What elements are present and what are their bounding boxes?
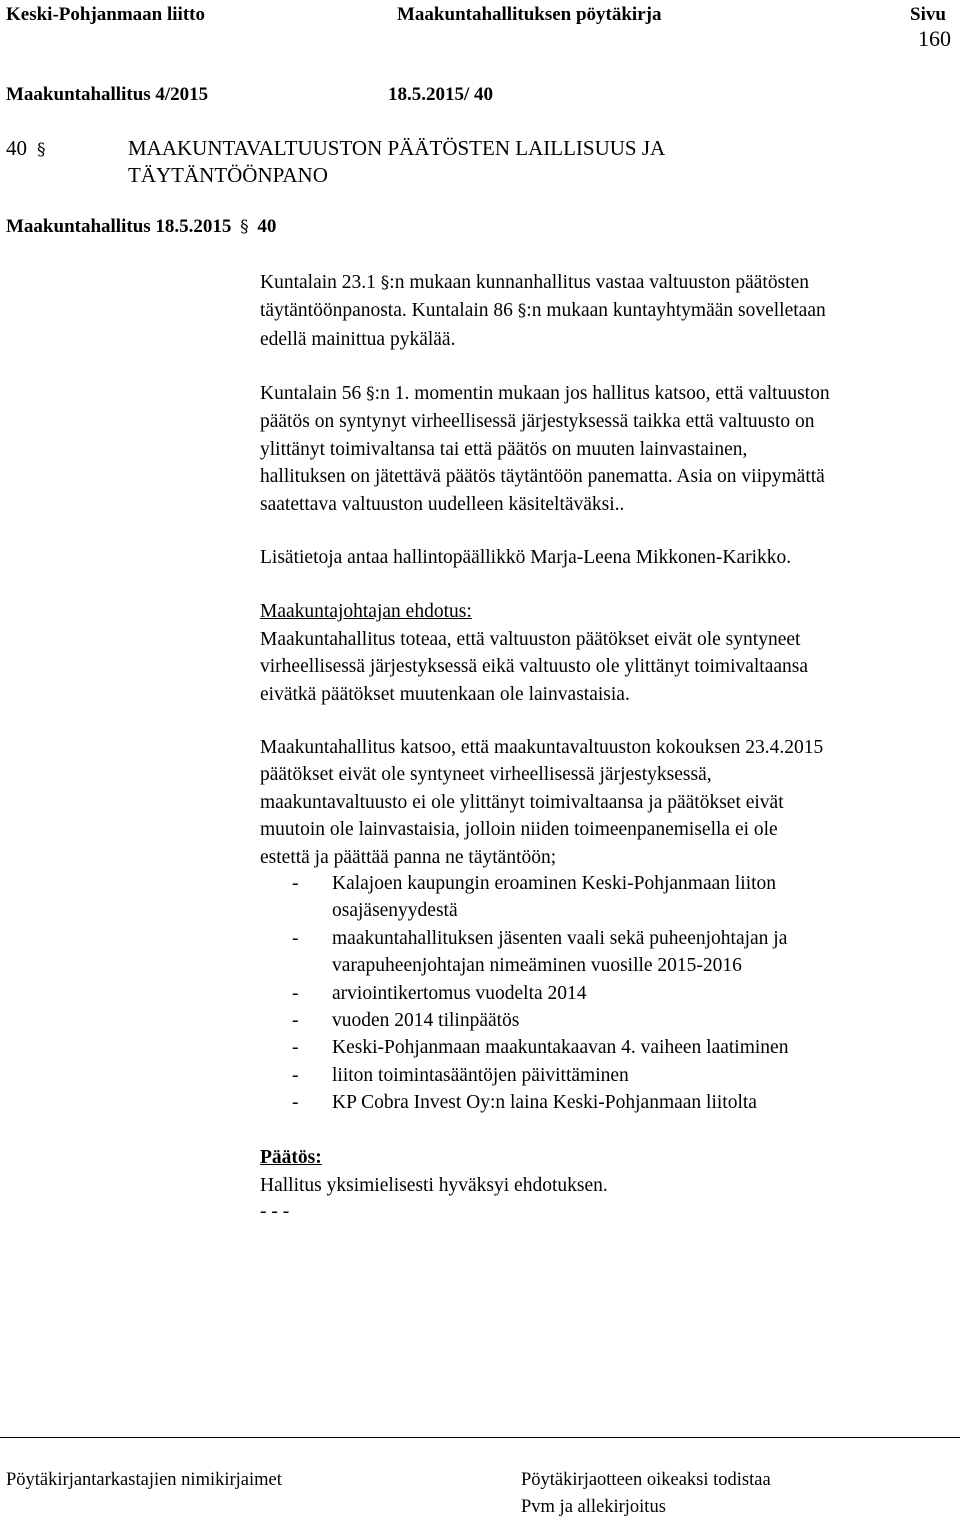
item-title-line1: MAAKUNTAVALTUUSTON PÄÄTÖSTEN LAILLISUUS JA — [128, 136, 666, 160]
resolution-heading: Päätös: — [260, 1147, 322, 1168]
list-item: - arviointikertomus vuodelta 2014 — [292, 982, 587, 1004]
end-mark: - - - — [260, 1201, 290, 1222]
section-sign: § — [37, 140, 46, 160]
footer-date-signature-label: Pvm ja allekirjoitus — [521, 1497, 666, 1517]
handling-line: Maakuntahallitus 18.5.2015 § 40 — [6, 216, 277, 237]
paragraph-intro: Kuntalain 23.1 §:n mukaan kunnanhallitus vastaa valtuuston päätösten täytäntöönpanosta. Kuntalain 86 §:n mukaan kuntayhtymään sovelletaan edellä mainittua pykälää. — [260, 272, 826, 350]
item-number: 40 § — [6, 136, 46, 160]
list-item: - KP Cobra Invest Oy:n laina Keski-Pohjanmaan liitolta — [292, 1092, 757, 1114]
list-item: - liiton toimintasääntöjen päivittäminen — [292, 1064, 629, 1086]
footer-initials-label: Pöytäkirjantarkastajien nimikirjaimet — [6, 1470, 282, 1490]
page-label: Sivu — [910, 4, 946, 25]
footer-certification-label: Pöytäkirjaotteen oikeaksi todistaa — [521, 1470, 771, 1490]
section-sign: § — [380, 273, 390, 293]
footer-divider — [0, 1437, 960, 1438]
list-item: - Keski-Pohjanmaan maakuntakaavan 4. vaiheen laatiminen — [292, 1037, 789, 1059]
paragraph-proposal: Maakuntahallitus toteaa, että valtuuston päätökset eivät ole syntyneet virheellisessä järjestyksessä eikä valtuusto ole ylittänyt toimivaltaansa eivätkä päätökset muutenkaan ole lainvastaisia. — [260, 629, 809, 705]
decision-list — [292, 870, 788, 1117]
item-title-line2: TÄYTÄNTÖÖNPANO — [128, 163, 328, 187]
paragraph-legal-basis: Kuntalain 56 §:n 1. momentin mukaan jos hallitus katsoo, että valtuuston päätös on syntynyt virheellisessä järjestyksessä taikka että valtuusto on ylittänyt toimivaltansa tai että päätös on muuten lainvastainen, hallituksen on jätettävä päätös täytäntöön panematta. Asia on viipymättä saatettava valtuuston uudelleen käsiteltäväksi.. — [260, 383, 830, 515]
proposal-heading: Maakuntajohtajan ehdotus: — [260, 601, 472, 622]
meeting-body: Maakuntahallitus 4/2015 — [6, 84, 209, 105]
document-type: Maakuntahallituksen pöytäkirja — [397, 4, 662, 25]
resolution-text: Hallitus yksimielisesti hyväksyi ehdotuksen. — [260, 1175, 608, 1196]
meeting-date-ref: 18.5.2015/ 40 — [388, 84, 494, 105]
page-number: 160 — [918, 26, 951, 51]
section-sign: § — [366, 384, 375, 404]
paragraph-decision-intro: Maakuntahallitus katsoo, että maakuntavaltuuston kokouksen 23.4.2015 päätökset eivät ole syntyneet virheellisessä järjestyksessä, maakuntavaltuusto ei ole ylittänyt toimivaltaansa ja päätökset eivät muutoin ole lainvastaisia, jolloin niiden toimeenpanemisella ei ole estettä ja päättää panna ne täytäntöön; — [260, 737, 824, 868]
list-item: - vuoden 2014 tilinpäätös — [292, 1010, 520, 1032]
section-sign: § — [240, 217, 249, 237]
list-item: - Kalajoen kaupungin eroaminen Keski-Pohjanmaan liiton osajäsenyydestä — [292, 873, 777, 922]
paragraph-contact: Lisätietoja antaa hallintopäällikkö Marja-Leena Mikkonen-Karikko. — [260, 547, 792, 568]
section-sign: § — [517, 301, 527, 322]
organization-name: Keski-Pohjanmaan liitto — [6, 4, 205, 25]
list-item: - maakuntahallituksen jäsenten vaali sekä puheenjohtajan ja varapuheenjohtajan nimeäminen vuosille 2015-2016 — [292, 927, 788, 977]
